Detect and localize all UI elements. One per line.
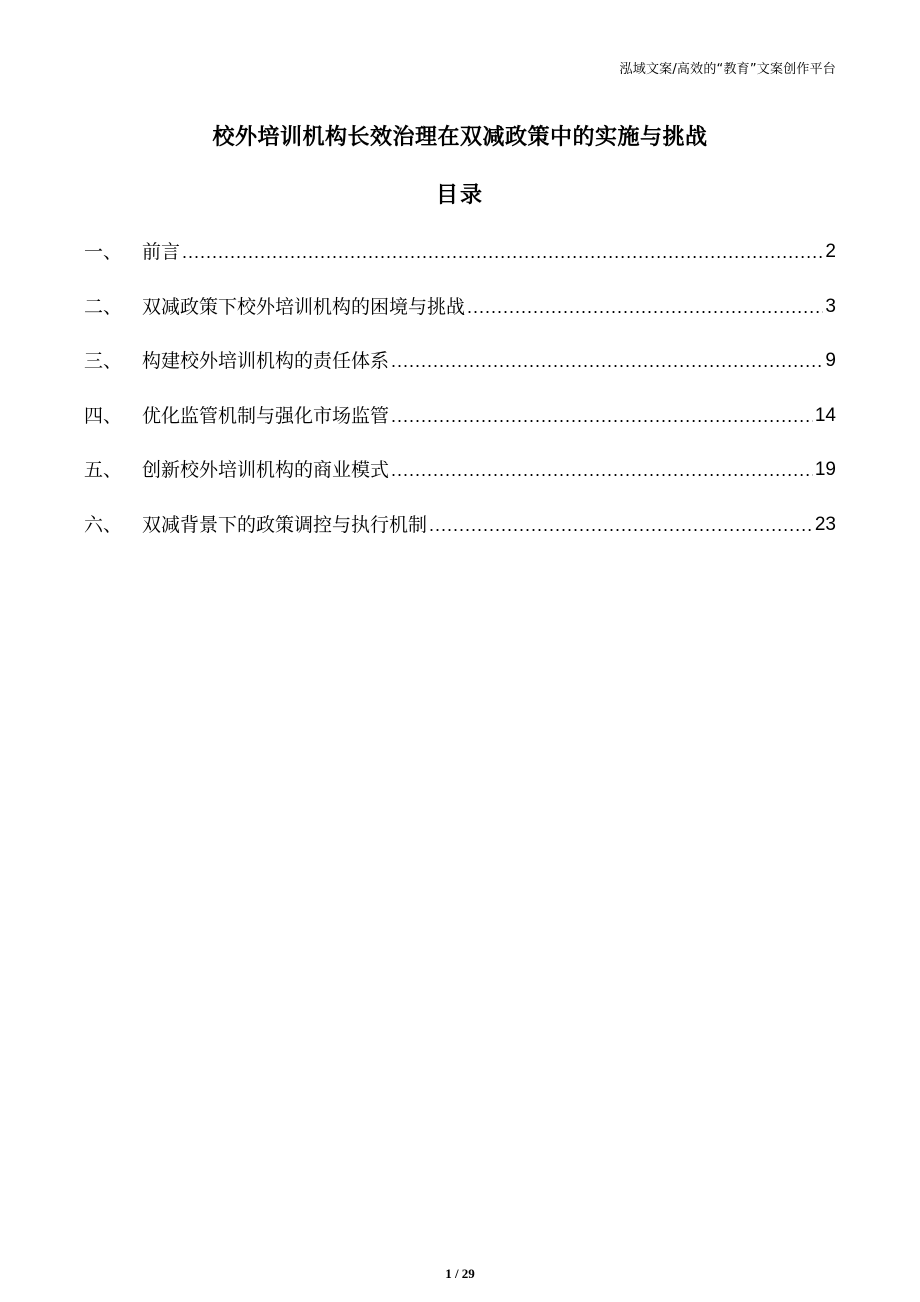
toc-entry-5[interactable]: [84, 452, 836, 488]
toc-entry-3[interactable]: [84, 343, 836, 379]
toc-entry-number: 六、: [84, 513, 123, 536]
toc-heading: 目录: [435, 183, 484, 208]
toc-entry-page: 19: [814, 459, 836, 480]
toc-entry-label: 优化监管机制与强化市场监管: [142, 404, 390, 427]
toc-entry-1[interactable]: [84, 234, 836, 270]
toc-entry-label: 创新校外培训机构的商业模式: [142, 459, 390, 481]
header-divider: [84, 84, 836, 85]
toc-entry-label: 双减政策下校外培训机构的困境与挑战: [142, 295, 466, 318]
toc-dot-leader: [391, 343, 823, 379]
table-of-contents: [84, 234, 836, 561]
toc-dot-leader: [429, 507, 813, 543]
toc-entry-number: 一、: [84, 241, 123, 263]
toc-dot-leader: [182, 234, 823, 270]
toc-entry-number: 四、: [84, 404, 123, 427]
page-header: 泓域文案/高效的“教育”文案创作平台: [619, 62, 836, 77]
toc-entry-page: 23: [814, 513, 836, 535]
toc-entry-number: 二、: [84, 295, 123, 318]
toc-entry-page: 14: [814, 404, 836, 426]
toc-entry-label: 双减背景下的政策调控与执行机制: [142, 513, 428, 536]
toc-entry-page: 2: [825, 241, 836, 262]
toc-entry-number: 三、: [84, 350, 123, 372]
toc-entry-4[interactable]: [84, 398, 836, 434]
toc-entry-number: 五、: [84, 459, 123, 481]
toc-entry-2[interactable]: [84, 289, 836, 325]
toc-entry-label: 构建校外培训机构的责任体系: [142, 350, 390, 372]
toc-entry-label: 前言: [142, 241, 181, 263]
toc-dot-leader: [391, 452, 813, 488]
page-number-footer: 1 / 29: [445, 1266, 475, 1281]
document-title: 校外培训机构长效治理在双减政策中的实施与挑战: [212, 125, 708, 150]
toc-entry-page: 9: [825, 350, 836, 371]
toc-dot-leader: [391, 398, 813, 434]
toc-dot-leader: [467, 289, 823, 325]
toc-entry-6[interactable]: [84, 507, 836, 543]
toc-entry-page: 3: [825, 295, 836, 317]
